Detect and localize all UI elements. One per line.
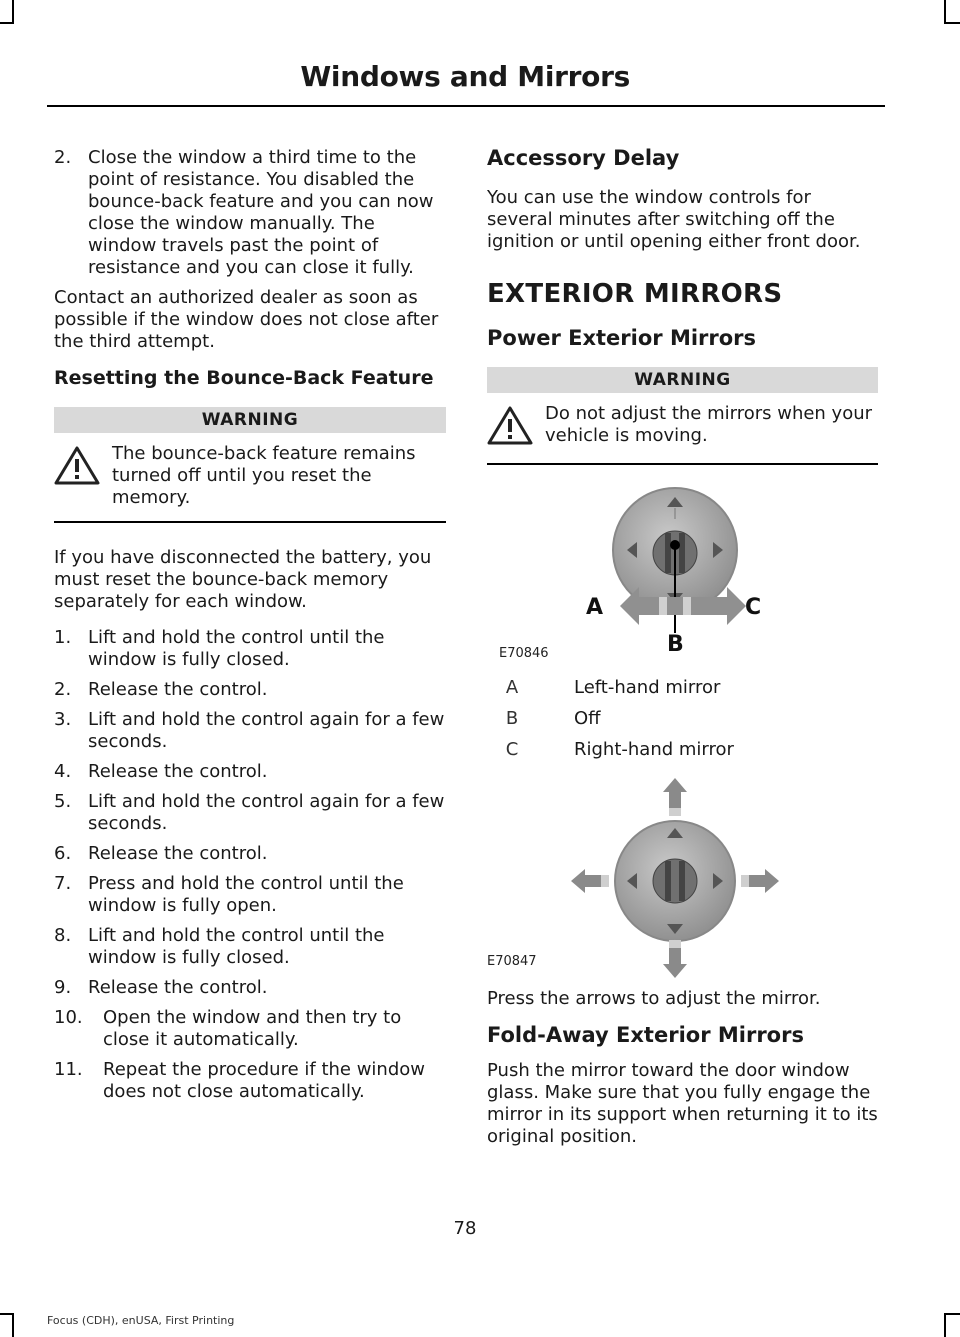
- step-text: Release the control.: [88, 843, 268, 864]
- list-item: [54, 977, 446, 999]
- battery-paragraph: If you have disconnected the battery, you must reset the bounce-back memory separately for each window.: [54, 547, 432, 612]
- warning-triangle-icon: [54, 443, 110, 491]
- step-number: 10.: [54, 1007, 83, 1028]
- foldaway-paragraph: Push the mirror toward the door window glass. Make sure that you fully engage the mirror in its support when returning it to its original position.: [487, 1060, 878, 1147]
- legend-row: [487, 737, 878, 768]
- list-item: [54, 679, 446, 701]
- reset-steps: [54, 627, 446, 999]
- step-text: Release the control.: [88, 679, 268, 700]
- list-item: [54, 1059, 446, 1103]
- exterior-mirrors-heading: EXTERIOR MIRRORS: [487, 279, 783, 309]
- step-text: Repeat the procedure if the window does not close automatically.: [103, 1059, 426, 1102]
- label-b: B: [667, 632, 684, 657]
- step-text: Lift and hold the control until the window is fully closed.: [88, 925, 385, 968]
- step-text: Release the control.: [88, 977, 268, 998]
- mirror-adjust-diagram: [487, 778, 878, 978]
- footer-edition: Focus (CDH), enUSA, First Printing: [47, 1314, 235, 1327]
- legend-value: Left-hand mirror: [574, 677, 721, 698]
- warning-text: The bounce-back feature remains turned off until you reset the memory.: [112, 443, 416, 508]
- crop-mark: [12, 1313, 14, 1337]
- accessory-delay-heading: Accessory Delay: [487, 146, 680, 170]
- list-item: [54, 627, 446, 671]
- warning-box: [487, 367, 878, 465]
- crop-mark: [944, 1313, 960, 1315]
- crop-mark: [944, 22, 960, 24]
- crop-mark: [0, 22, 14, 24]
- crop-mark: [12, 0, 14, 24]
- list-item: [54, 873, 446, 917]
- step-number: 1.: [54, 627, 72, 648]
- step-number: 11.: [54, 1059, 83, 1080]
- legend-key: B: [505, 708, 519, 729]
- list-item: [54, 761, 446, 783]
- warning-body: [54, 433, 446, 523]
- reset-steps-continued: [54, 1007, 446, 1103]
- page-number: 78: [453, 1218, 477, 1239]
- step-number: 4.: [54, 761, 72, 782]
- crop-mark: [944, 0, 946, 24]
- legend-row: [487, 706, 878, 737]
- step-number: 5.: [54, 791, 72, 812]
- page-title: Windows and Mirrors: [300, 60, 630, 93]
- step-number: 7.: [54, 873, 72, 894]
- label-c: C: [745, 595, 762, 620]
- warning-box: [54, 407, 446, 523]
- accessory-delay-paragraph: You can use the window controls for several minutes after switching off the ignition or until opening either front door.: [487, 187, 861, 252]
- warning-label: WARNING: [487, 367, 878, 393]
- warning-text: Do not adjust the mirrors when your vehicle is moving.: [545, 403, 873, 446]
- step-number: 3.: [54, 709, 72, 730]
- mirror-adjust-figure: [487, 778, 878, 978]
- mirror-control-diagram: [487, 475, 878, 665]
- mirror-selector-figure: [487, 475, 878, 665]
- step-text: Open the window and then try to close it automatically.: [103, 1007, 402, 1050]
- list-item: [54, 843, 446, 865]
- arrows-paragraph: Press the arrows to adjust the mirror.: [487, 988, 821, 1009]
- step-text: Press and hold the control until the window is fully open.: [88, 873, 404, 916]
- label-a: A: [586, 595, 604, 620]
- step-list-continued: [54, 147, 446, 279]
- figure-legend: [487, 675, 878, 768]
- step-number: 9.: [54, 977, 72, 998]
- legend-key: A: [505, 677, 519, 698]
- foldaway-heading: Fold-Away Exterior Mirrors: [487, 1023, 804, 1047]
- list-item: [54, 1007, 446, 1051]
- contact-paragraph: Contact an authorized dealer as soon as possible if the window does not close after the third attempt.: [54, 287, 439, 352]
- crop-mark: [0, 1313, 14, 1315]
- reset-heading: Resetting the Bounce-Back Feature: [54, 367, 434, 389]
- legend-value: Right-hand mirror: [574, 739, 734, 760]
- step-number: 2.: [54, 679, 72, 700]
- step-number: 6.: [54, 843, 72, 864]
- list-item: [54, 147, 446, 279]
- step-text: Close the window a third time to the point of resistance. You disabled the bounce-back feature and you can now close the window manually. The window travels past the point of resistance and you can close it fully.: [88, 147, 434, 278]
- list-item: [54, 925, 446, 969]
- list-item: [54, 791, 446, 835]
- step-number: 2.: [54, 147, 72, 168]
- right-column: [487, 147, 878, 1162]
- warning-body: [487, 393, 878, 465]
- warning-label: WARNING: [54, 407, 446, 433]
- power-mirrors-heading: Power Exterior Mirrors: [487, 326, 757, 350]
- step-text: Lift and hold the control until the window is fully closed.: [88, 627, 385, 670]
- step-number: 8.: [54, 925, 72, 946]
- step-text: Lift and hold the control again for a few seconds.: [88, 791, 445, 834]
- figure-code: E70846: [499, 646, 549, 661]
- legend-key: C: [505, 739, 519, 760]
- crop-mark: [944, 1313, 946, 1337]
- legend-value: Off: [574, 708, 601, 729]
- figure-code: E70847: [487, 954, 537, 969]
- step-text: Lift and hold the control again for a few seconds.: [88, 709, 445, 752]
- step-text: Release the control.: [88, 761, 268, 782]
- legend-row: [487, 675, 878, 706]
- warning-triangle-icon: [487, 403, 543, 451]
- list-item: [54, 709, 446, 753]
- header-rule: [47, 105, 885, 107]
- left-column: [54, 147, 446, 1111]
